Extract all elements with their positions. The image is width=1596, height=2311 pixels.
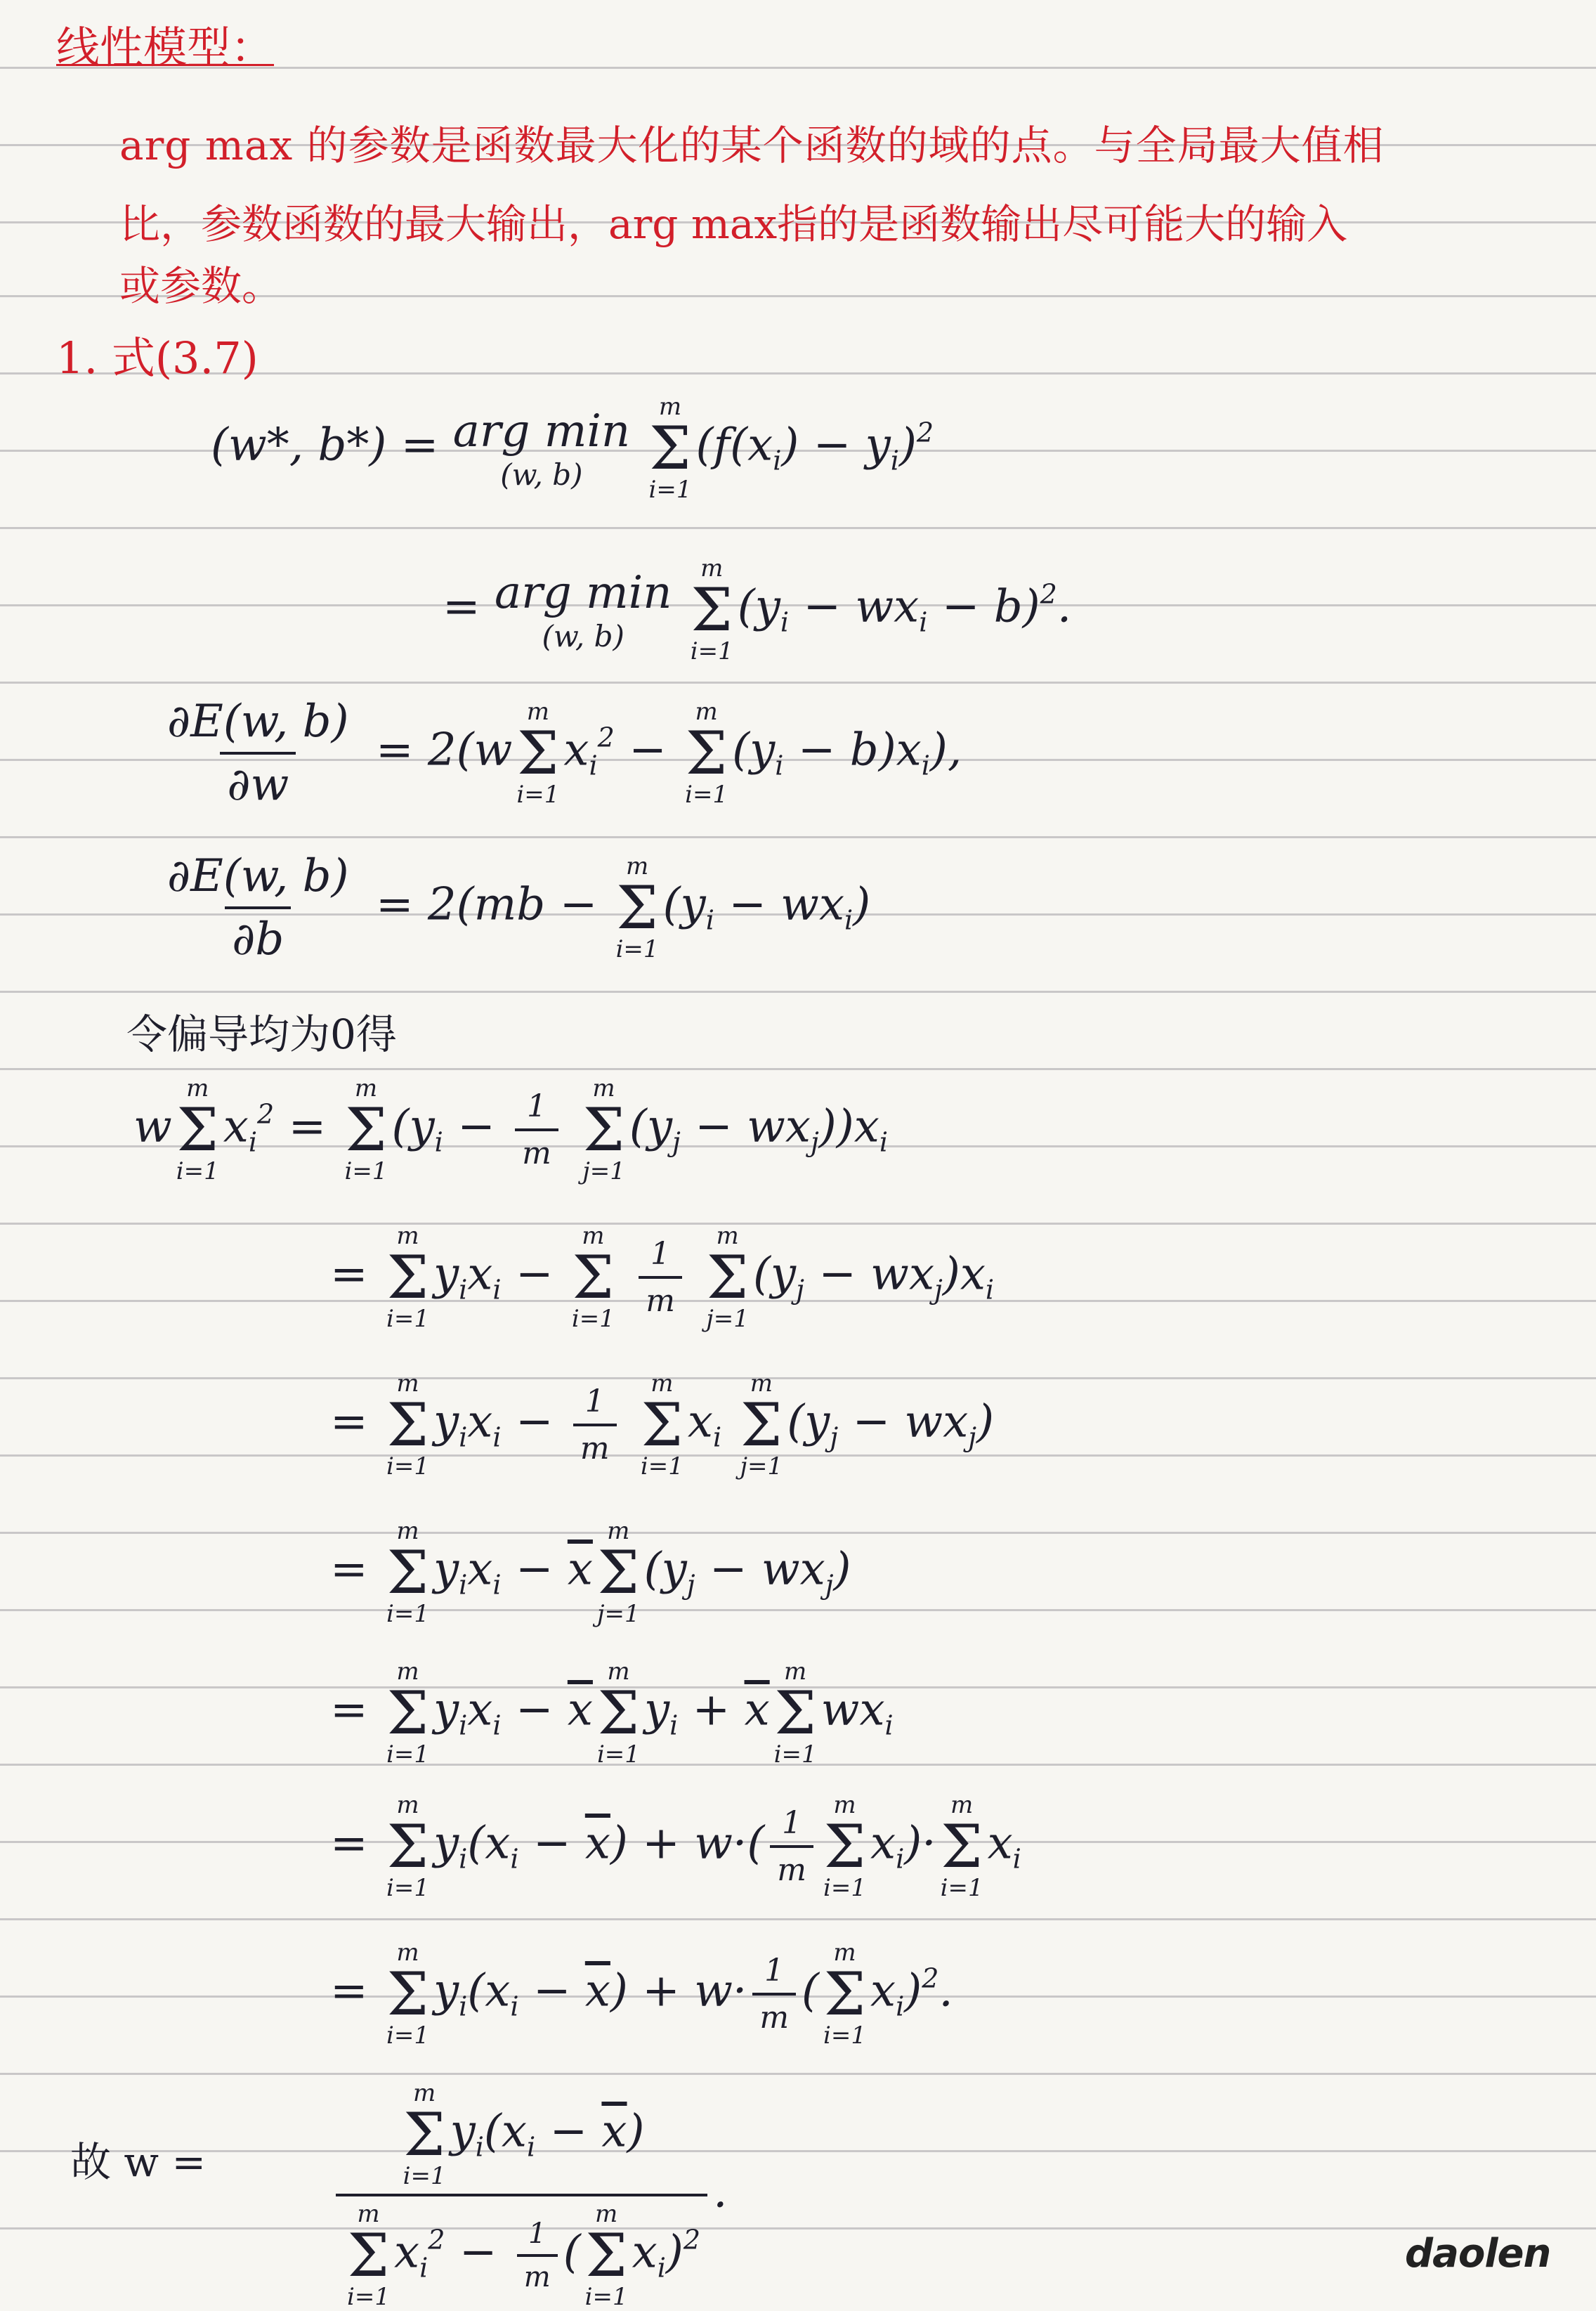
equation-partial-b: $\frac{\partial E(w, b)}{\partial b}$ = 2(mb − m Σ i=1 $(y_i - wx_i)$ — [167, 850, 871, 965]
equation-argmin-1: (w*, b*) = arg min (w, b) m Σ i=1 $(f(x_i) - y_i)^2$ — [211, 393, 934, 504]
ruled-line — [0, 836, 1596, 838]
intro-line-3: 或参数。 — [119, 262, 283, 310]
equation-argmin-2: = arg min (w, b) m Σ i=1 $(y_i - wx_i - b)^2$. — [443, 554, 1072, 665]
equation-step-2: = m Σ i=1 $y_ix_i$ − m Σ i=1 $\frac{1}{m}$ m Σ j=1 $(y_j - wx_j)x_i$ — [330, 1222, 995, 1333]
equation-final-w: m Σ i=1 $y_i(x_i - \overline{x})$ m Σ i=1 $x_i^2$ − $\frac{1}{m}$ ( m Σ i=1 $x_i)^2$ . — [330, 2080, 727, 2310]
set-zero-label: 令偏导均为0得 — [126, 1010, 397, 1058]
equation-step-4: = m Σ i=1 $y_ix_i - \overline{x}$ m Σ j=1 $(y_j - wx_j)$ — [330, 1517, 851, 1628]
equation-step-6: = m Σ i=1 $y_i(x_i - \overline{x}) + w\cdot$( $\frac{1}{m}$ m Σ i=1 $x_i)\cdot$ m Σ i=1 $x_i$ — [330, 1791, 1021, 1902]
equation-step-1: w m Σ i=1 $x_i^2$ = m Σ i=1 ($y_i$ − $\frac{1}{m}$ m Σ j=1 $(y_j - wx_j))x_i$ — [133, 1074, 888, 1185]
ruled-line — [0, 1068, 1596, 1070]
equation-partial-w: $\frac{\partial E(w, b)}{\partial w}$ = 2(w m Σ i=1 $x_i^2$ − m Σ i=1 $(y_i - b)x_i$), — [167, 696, 962, 811]
intro-line-1: arg max 的参数是函数最大化的某个函数的域的点。与全局最大值相 — [119, 122, 1385, 169]
ruled-line — [0, 2227, 1596, 2229]
ruled-line — [0, 2150, 1596, 2152]
section-heading: 1. 式(3.7) — [56, 332, 259, 384]
intro-line-2: 比，参数函数的最大输出，arg max指的是函数输出尽可能大的输入 — [119, 200, 1348, 248]
equation-step-5: = m Σ i=1 $y_ix_i - \overline{x}$ m Σ i=1 $y_i + \overline{x}$ m Σ i=1 $wx_i$ — [330, 1658, 894, 1769]
watermark-logo: daolen — [1405, 2231, 1551, 2277]
note-title: 线性模型： — [56, 22, 275, 73]
ruled-line — [0, 527, 1596, 529]
therefore-label: 故 w = — [70, 2138, 207, 2186]
ruled-line — [0, 991, 1596, 993]
ruled-line — [0, 2073, 1596, 2075]
ruled-line — [0, 682, 1596, 684]
ruled-line — [0, 1918, 1596, 1920]
equation-step-3: = m Σ i=1 $y_ix_i$ − $\frac{1}{m}$ m Σ i=1 $x_i$ m Σ j=1 $(y_j - wx_j)$ — [330, 1369, 995, 1480]
equation-step-7: = m Σ i=1 $y_i(x_i - \overline{x}) + w\cdot$ $\frac{1}{m}$ ( m Σ i=1 $x_i)^2$. — [330, 1939, 953, 2050]
